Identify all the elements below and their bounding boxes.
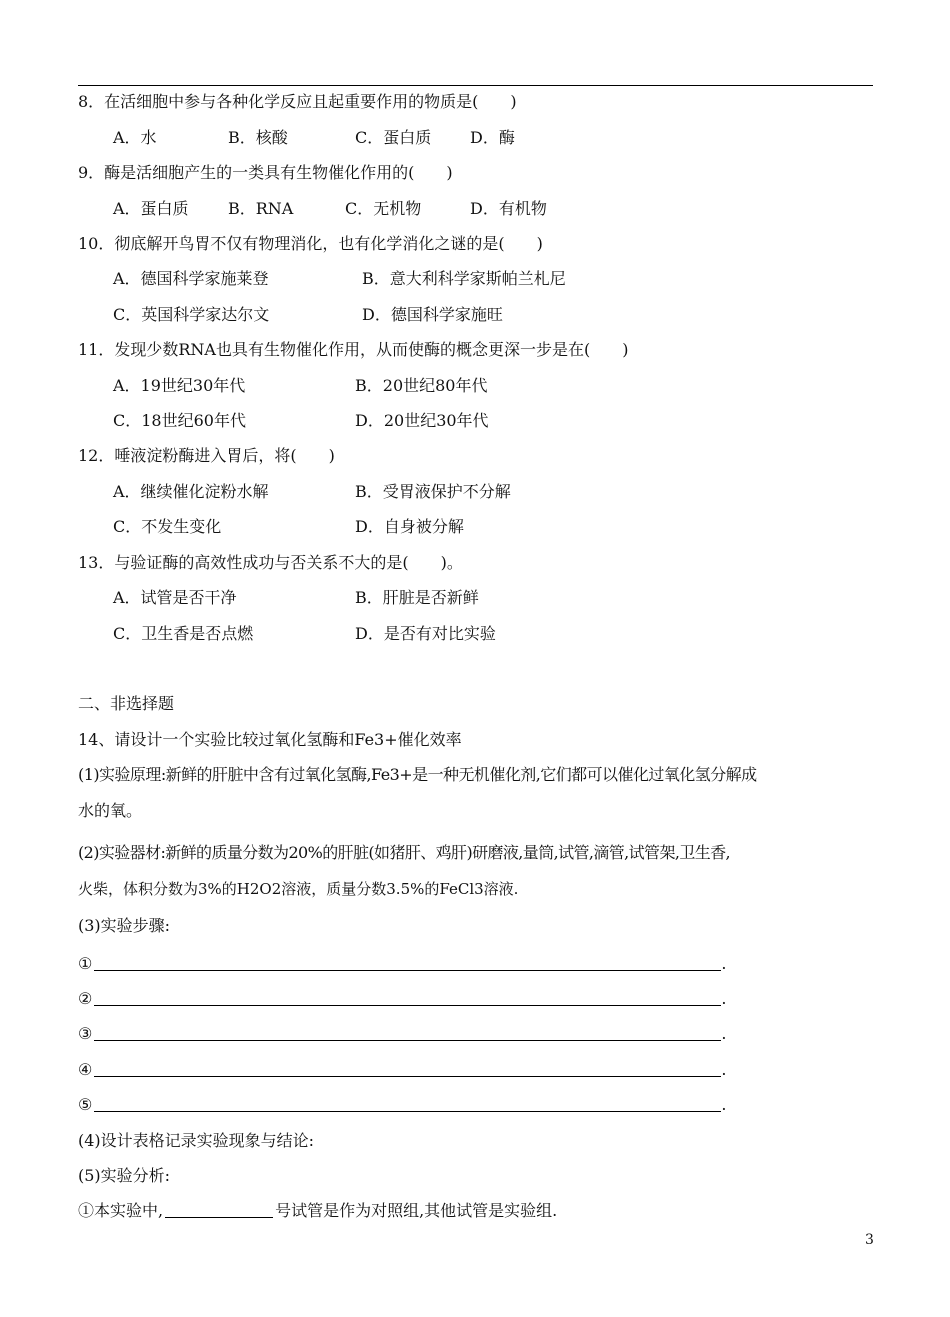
question-8-option-c: C．蛋白质 — [355, 128, 432, 147]
question-11-option-a: A．19世纪30年代 — [113, 376, 246, 395]
question-8-stem: 8．在活细胞中参与各种化学反应且起重要作用的物质是( ) — [78, 92, 517, 111]
question-9-option-c: C．无机物 — [345, 199, 422, 218]
question-9-option-b: B．RNA — [228, 199, 294, 218]
step-4-number: ④ — [78, 1060, 93, 1079]
question-12-option-c: C．不发生变化 — [113, 517, 222, 536]
step-2-end: . — [721, 989, 727, 1008]
step-4-end: . — [721, 1060, 727, 1079]
question-10-option-b: B．意大利科学家斯帕兰札尼 — [362, 269, 566, 288]
question-9-option-a: A．蛋白质 — [113, 199, 189, 218]
analysis-1-prefix: ①本实验中, — [78, 1201, 164, 1220]
step-3-end: . — [721, 1024, 727, 1043]
question-12-option-b: B．受胃液保护不分解 — [355, 482, 511, 501]
question-12-stem: 12．唾液淀粉酶进入胃后，将( ) — [78, 446, 335, 465]
step-5-number: ⑤ — [78, 1095, 93, 1114]
question-14-title: 14、请设计一个实验比较过氧化氢酶和Fe3+催化效率 — [78, 730, 462, 749]
question-11-option-c: C．18世纪60年代 — [113, 411, 246, 430]
question-9-stem: 9．酶是活细胞产生的一类具有生物催化作用的( ) — [78, 163, 453, 182]
step-5-answer-line[interactable] — [94, 1111, 721, 1112]
question-10-option-a: A．德国科学家施莱登 — [113, 269, 269, 288]
question-13-option-c: C．卫生香是否点燃 — [113, 624, 254, 643]
table-title: (4)设计表格记录实验现象与结论: — [78, 1131, 315, 1150]
question-12-option-d: D．自身被分解 — [355, 517, 464, 536]
question-10-option-d: D．德国科学家施旺 — [362, 305, 503, 324]
section-title: 二、非选择题 — [78, 694, 175, 713]
question-10-stem: 10．彻底解开鸟胃不仅有物理消化，也有化学消化之谜的是( ) — [78, 234, 543, 253]
materials-line-1: (2)实验器材:新鲜的质量分数为20%的肝脏(如猪肝、鸡肝)研磨液,量筒,试管,滴管,试管架,卫生香, — [78, 843, 731, 862]
question-13-option-b: B．肝脏是否新鲜 — [355, 588, 479, 607]
step-2-answer-line[interactable] — [94, 1005, 721, 1006]
materials-line-2: 火柴，体积分数为3%的H2O2溶液，质量分数3.5%的FeCl3溶液. — [78, 880, 519, 898]
step-1-answer-line[interactable] — [94, 970, 721, 971]
question-8-option-d: D．酶 — [470, 128, 515, 147]
question-12-option-a: A．继续催化淀粉水解 — [113, 482, 269, 501]
step-4-row — [78, 1059, 726, 1081]
analysis-title: (5)实验分析: — [78, 1166, 171, 1185]
principle-line-1: (1)实验原理:新鲜的肝脏中含有过氧化氢酶,Fe3+是一种无机催化剂,它们都可以催化过氧化氢分解成 — [78, 765, 757, 784]
question-11-option-b: B．20世纪80年代 — [355, 376, 488, 395]
question-8-option-b: B．核酸 — [228, 128, 288, 147]
question-13-option-d: D．是否有对比实验 — [355, 624, 496, 643]
question-8-option-a: A．水 — [113, 128, 157, 147]
page-number: 3 — [865, 1232, 874, 1248]
principle-line-2: 水的氧。 — [78, 801, 143, 820]
question-11-stem: 11．发现少数RNA也具有生物催化作用，从而使酶的概念更深一步是在( ) — [78, 340, 629, 359]
step-1-end: . — [721, 954, 727, 973]
step-5-row — [78, 1094, 726, 1116]
step-2-number: ② — [78, 989, 93, 1008]
question-13-option-a: A．试管是否干净 — [113, 588, 237, 607]
question-11-option-d: D．20世纪30年代 — [355, 411, 489, 430]
step-3-answer-line[interactable] — [94, 1040, 721, 1041]
question-10-option-c: C．英国科学家达尔文 — [113, 305, 270, 324]
step-3-number: ③ — [78, 1024, 93, 1043]
step-1-number: ① — [78, 954, 93, 973]
analysis-1-row — [78, 1200, 557, 1222]
question-9-option-d: D．有机物 — [470, 199, 547, 218]
header-rule — [78, 85, 873, 86]
step-2-row — [78, 988, 726, 1010]
steps-title: (3)实验步骤: — [78, 916, 171, 935]
step-3-row — [78, 1023, 726, 1045]
step-5-end: . — [721, 1095, 727, 1114]
question-13-stem: 13．与验证酶的高效性成功与否关系不大的是( )。 — [78, 553, 463, 572]
control-group-answer-line[interactable] — [165, 1217, 273, 1218]
step-1-row — [78, 953, 726, 975]
step-4-answer-line[interactable] — [94, 1076, 721, 1077]
analysis-1-suffix: 号试管是作为对照组,其他试管是实验组. — [275, 1201, 558, 1220]
